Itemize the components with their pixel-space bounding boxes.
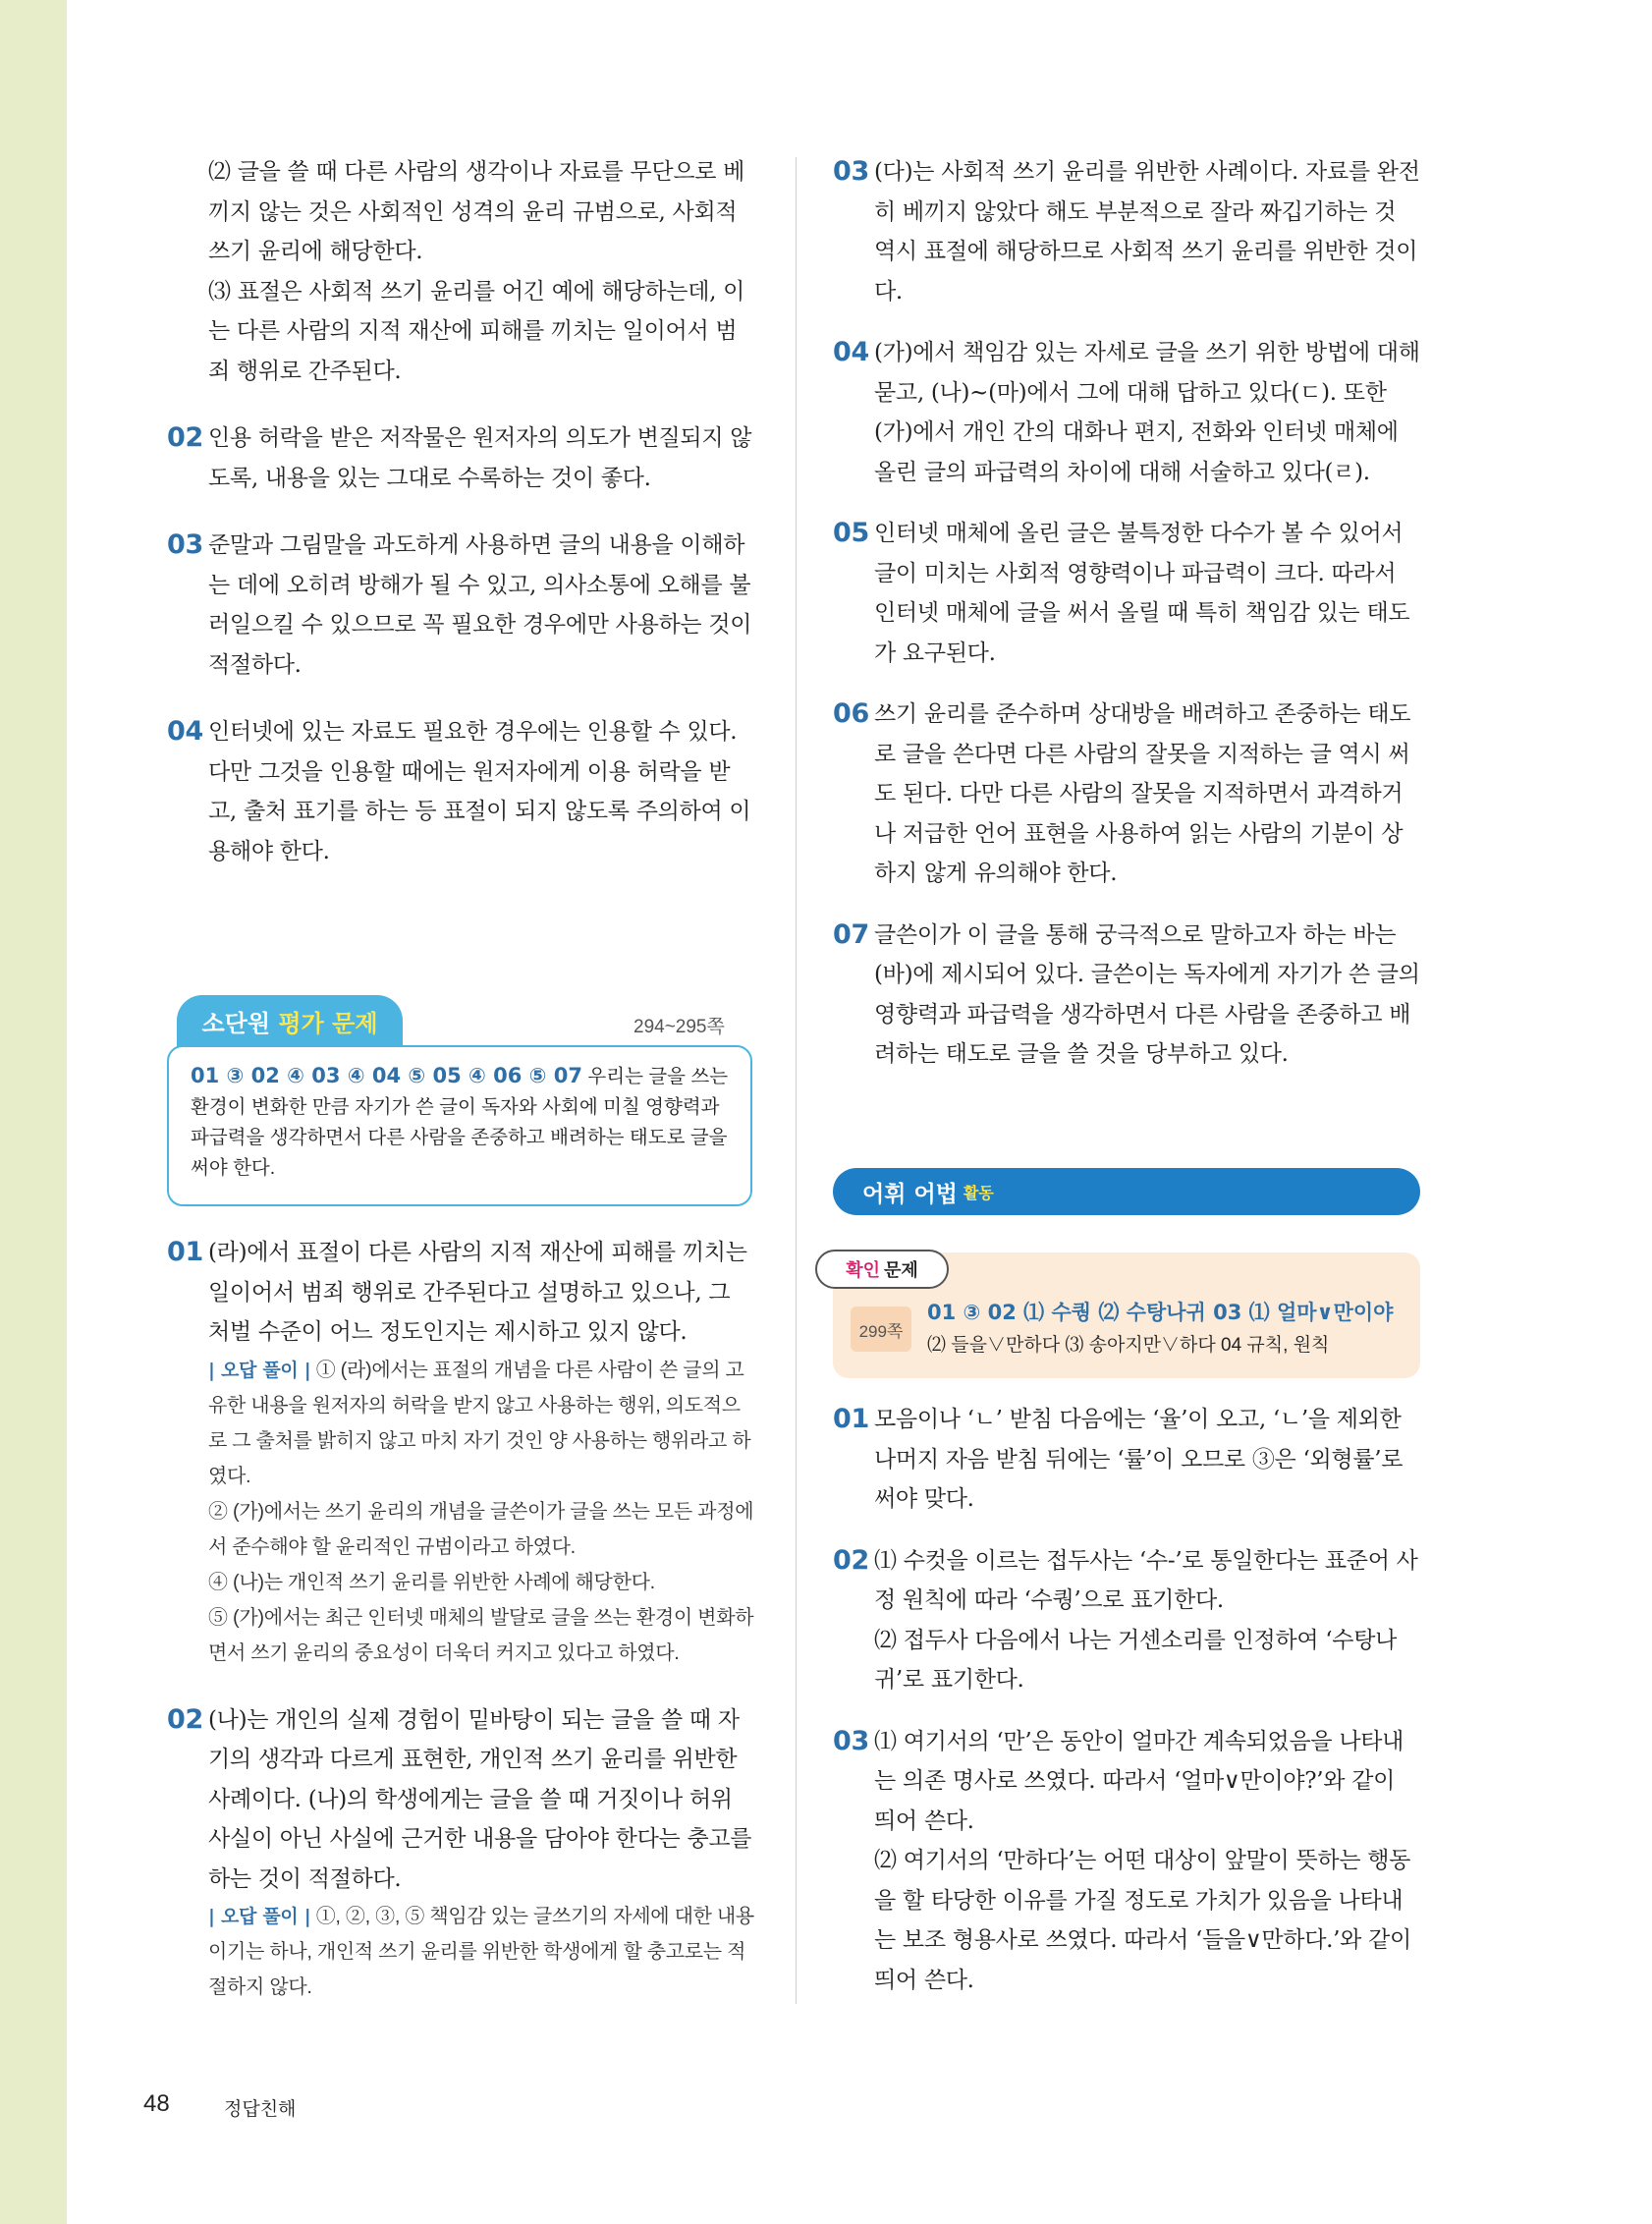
item-number: 03 — [833, 156, 869, 187]
note-line: ①, ②, ③, ⑤ 책임감 있는 글쓰기의 자세에 대한 내용이기는 하나, 개인적 쓰기 윤리를 위반한 학생에게 할 충고로는 적절하지 않다. — [208, 1906, 754, 1998]
item-text: 준말과 그림말을 과도하게 사용하면 글의 내용을 이해하는 데에 오히려 방해가 될 수 있고, 의사소통에 오해를 불러일으킬 수 있으므로 꼭 필요한 경우에만 사용하는 것이 적절하다. — [208, 532, 752, 678]
item-text: (가)에서 책임감 있는 자세로 글을 쓰기 위한 방법에 대해 묻고, (나)~(마)에서 그에 대해 답하고 있다(ㄷ). 또한 (가)에서 개인 간의 대화나 편지, 전화와 인터넷 매체에 올린 글의 파급력의 차이에 대해 서술하고 있다(ㄹ). — [874, 340, 1420, 485]
answer-item-04 — [167, 712, 756, 871]
item-text: (라)에서 표절이 다른 사람의 지적 재산에 피해를 끼치는 일이어서 범죄 행위로 간주된다고 설명하고 있으나, 그 처벌 수준이 어느 정도인지는 제시하고 있지 않다. — [208, 1240, 747, 1345]
item-text: 인용 허락을 받은 저작물은 원저자의 의도가 변질되지 않도록, 내용을 있는 그대로 수록하는 것이 좋다. — [208, 425, 752, 491]
vocab-items-column — [833, 1400, 1422, 2000]
vocab-item-03 — [833, 1722, 1422, 2001]
left-column — [167, 152, 756, 871]
item-number: 02 — [167, 1703, 203, 1735]
left-lower-column — [167, 1233, 756, 2005]
eval-item-03 — [833, 152, 1422, 311]
item-number: 02 — [167, 422, 203, 453]
item-number: 05 — [833, 518, 869, 548]
item-number: 04 — [833, 337, 869, 367]
eval-answer-box — [167, 1045, 752, 1206]
note-line: ④ (나)는 개인적 쓰기 윤리를 위반한 사례에 해당한다. — [208, 1571, 655, 1593]
intro-block — [167, 152, 756, 391]
vocab-title: 어휘 어법 — [862, 1181, 958, 1207]
check-page-ref: 299쪽 — [851, 1307, 911, 1352]
item-text-2: ⑵ 접두사 다음에서 나는 거센소리를 인정하여 ‘수탕나귀’로 표기한다. — [874, 1627, 1398, 1693]
page-number: 48 — [143, 2090, 170, 2117]
item-text: (다)는 사회적 쓰기 윤리를 위반한 사례이다. 자료를 완전히 베끼지 않았다 해도 부분적으로 잘라 짜깁기하는 것 역시 표절에 해당하므로 사회적 쓰기 윤리를 위반한 것이다. — [874, 159, 1420, 305]
answer-item-02 — [167, 418, 756, 498]
eval-item-05 — [833, 514, 1422, 673]
vocab-section-bar — [833, 1168, 1420, 1215]
column-divider — [796, 157, 797, 2004]
item-number: 01 — [833, 1404, 869, 1434]
check-tab-highlight: 확인 — [846, 1260, 880, 1281]
item-number: 02 — [833, 1544, 869, 1576]
eval-item-04 — [833, 333, 1422, 492]
eval-section-tab — [177, 995, 403, 1046]
item-number: 03 — [167, 529, 203, 560]
item-text: 글쓴이가 이 글을 통해 궁극적으로 말하고자 하는 바는 (바)에 제시되어 있다. 글쓴이는 독자에게 자기가 쓴 글의 영향력과 파급력을 생각하면서 다른 사람을 존중하고 배려하는 태도로 글을 쓸 것을 당부하고 있다. — [874, 921, 1420, 1067]
wrong-answer-label: | 오답 풀이 | — [208, 1906, 311, 1927]
check-section-tab — [815, 1250, 949, 1289]
side-color-strip — [0, 0, 67, 2224]
check-line-1: 01 ③ 02 ⑴ 수퀑 ⑵ 수탕나귀 03 ⑴ 얼마∨만이야 — [927, 1301, 1394, 1324]
note-line: ⑤ (가)에서는 최근 인터넷 매체의 발달로 글을 쓰는 환경이 변화하면서 쓰기 윤리의 중요성이 더욱더 커지고 있다고 하였다. — [208, 1606, 754, 1664]
eval-item-01 — [167, 1233, 756, 1671]
item-number: 03 — [833, 1725, 869, 1756]
wrong-answer-notes — [208, 1353, 756, 1671]
vocab-item-01 — [833, 1400, 1422, 1520]
footer-label: 정답친해 — [224, 2099, 297, 2120]
wrong-answer-notes — [208, 1899, 756, 2005]
eval-item-02 — [167, 1700, 756, 2006]
note-line: ① (라)에서는 표절의 개념을 다른 사람이 쓴 글의 고유한 내용을 원저자의 허락을 받지 않고 사용하는 행위, 의도적으로 그 출처를 밝히지 않고 마치 자기 것인 양 사용하는 행위라고 하였다. — [208, 1359, 751, 1487]
item-text-2: ⑵ 여기서의 ‘만하다’는 어떤 대상이 앞말이 뜻하는 행동을 할 타당한 이유를 가질 정도로 가치가 있음을 나타내는 보조 형용사로 쓰였다. 따라서 ‘들을∨만하다.’와 같이 띄어 쓴다. — [874, 1848, 1411, 1993]
eval-answers: 01 ③ 02 ④ 03 ④ 04 ⑤ 05 ④ 06 ⑤ 07 — [191, 1064, 582, 1087]
note-line: ② (가)에서는 쓰기 윤리의 개념을 글쓴이가 글을 쓰는 모든 과정에서 준수해야 할 윤리적인 규범이라고 하였다. — [208, 1500, 754, 1558]
item-text: 인터넷 매체에 올린 글은 불특정한 다수가 볼 수 있어서 글이 미치는 사회적 영향력이나 파급력이 크다. 따라서 인터넷 매체에 글을 써서 올릴 때 특히 책임감 있는 태도가 요구된다. — [874, 521, 1410, 666]
item-number: 04 — [167, 716, 203, 747]
eval-item-06 — [833, 695, 1422, 894]
check-answers — [927, 1297, 1418, 1362]
item-number: 06 — [833, 698, 869, 729]
item-text: 쓰기 윤리를 준수하며 상대방을 배려하고 존중하는 태도로 글을 쓴다면 다른 사람의 잘못을 지적하는 글 역시 써도 된다. 다만 다른 사람의 잘못을 지적하면서 과격하거나 저급한 언어 표현을 사용하여 읽는 사람의 기분이 상하지 않게 유의해야 한다. — [874, 701, 1411, 886]
item-number: 01 — [167, 1237, 203, 1267]
eval-title-prefix: 소단원 — [201, 1009, 271, 1037]
intro-para-3: ⑶ 표절은 사회적 쓰기 윤리를 어긴 예에 해당하는데, 이는 다른 사람의 지적 재산에 피해를 끼치는 일이어서 범죄 행위로 간주된다. — [208, 278, 745, 384]
check-tab-label: 문제 — [884, 1260, 918, 1281]
eval-page-range: 294~295쪽 — [633, 1017, 725, 1037]
item-text: 모음이나 ‘ㄴ’ 받침 다음에는 ‘율’이 오고, ‘ㄴ’을 제외한 나머지 자음 받침 뒤에는 ‘률’이 오므로 ③은 ‘외형률’로 써야 맞다. — [874, 1407, 1404, 1512]
vocab-item-02 — [833, 1541, 1422, 1700]
eval-answer-text: 우리는 글을 쓰는 환경이 변화한 만큼 자기가 쓴 글이 독자와 사회에 미칠 영향력과 파급력을 생각하면서 다른 사람을 존중하고 배려하는 태도로 글을 써야 한다. — [191, 1066, 729, 1179]
vocab-subtitle: 활동 — [963, 1183, 994, 1202]
item-text: (나)는 개인의 실제 경험이 밑바탕이 되는 글을 쓸 때 자기의 생각과 다르게 표현한, 개인적 쓰기 윤리를 위반한 사례이다. (나)의 학생에게는 글을 쓸 때 거짓이나 허위 사실이 아닌 사실에 근거한 내용을 담아야 한다는 충고를 하는 것이 적절하다. — [208, 1706, 752, 1892]
item-text: ⑴ 여기서의 ‘만’은 동안이 얼마간 계속되었음을 나타내는 의존 명사로 쓰였다. 따라서 ‘얼마∨만이야?’와 같이 띄어 쓴다. — [874, 1728, 1404, 1834]
item-number: 07 — [833, 918, 869, 950]
check-answer-line — [927, 1297, 1418, 1330]
eval-title-highlight: 평가 문제 — [278, 1009, 378, 1037]
item-text: ⑴ 수컷을 이르는 접두사는 ‘수-’로 통일한다는 표준어 사정 원칙에 따라 ‘수퀑’으로 표기한다. — [874, 1547, 1418, 1613]
check-answer-line-2: ⑵ 들을∨만하다 ⑶ 송아지만∨하다 04 규칙, 원칙 — [927, 1335, 1330, 1356]
right-column — [833, 152, 1422, 1075]
intro-para-2: ⑵ 글을 쓸 때 다른 사람의 생각이나 자료를 무단으로 베끼지 않는 것은 사회적인 성격의 윤리 규범으로, 사회적 쓰기 윤리에 해당한다. — [208, 159, 745, 264]
eval-item-07 — [833, 916, 1422, 1075]
wrong-answer-label: | 오답 풀이 | — [208, 1359, 311, 1381]
answer-item-03 — [167, 526, 756, 685]
item-text: 인터넷에 있는 자료도 필요한 경우에는 인용할 수 있다. 다만 그것을 인용할 때에는 원저자에게 이용 허락을 받고, 출처 표기를 하는 등 표절이 되지 않도록 주의하여 이용해야 한다. — [208, 719, 751, 864]
